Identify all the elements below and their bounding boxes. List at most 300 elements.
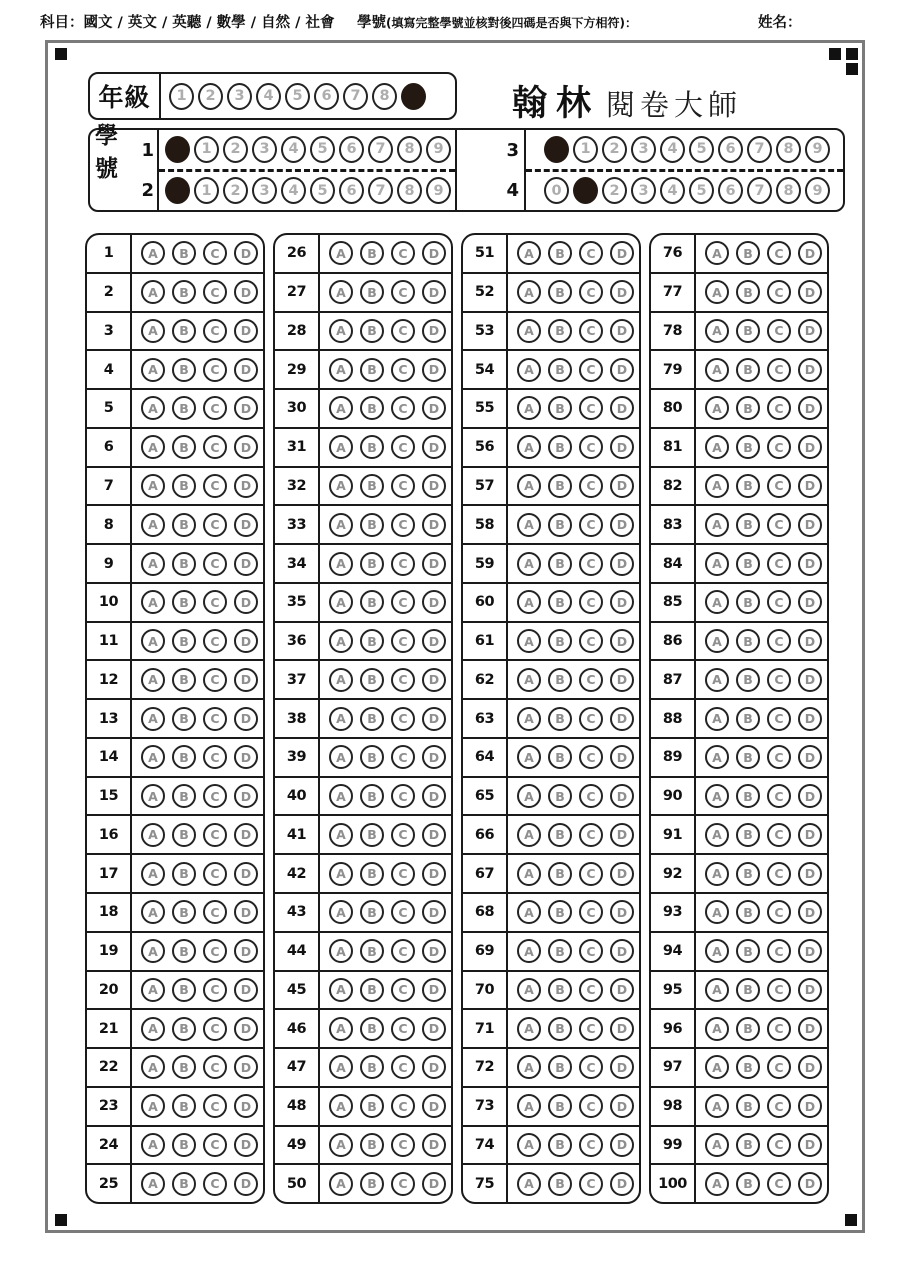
q-25-bubble-B[interactable]: B (172, 1172, 196, 1196)
q-12-bubble-B[interactable]: B (172, 668, 196, 692)
q-43-bubble-A[interactable]: A (329, 900, 353, 924)
q-92-bubble-C[interactable]: C (767, 862, 791, 886)
q-98-bubble-C[interactable]: C (767, 1094, 791, 1118)
q-5-bubble-B[interactable]: B (172, 396, 196, 420)
q-85-bubble-D[interactable]: D (798, 590, 822, 614)
q-51-bubble-A[interactable]: A (517, 241, 541, 265)
q-67-bubble-D[interactable]: D (610, 862, 634, 886)
q-67-bubble-C[interactable]: C (579, 862, 603, 886)
q-1-bubble-B[interactable]: B (172, 241, 196, 265)
q-71-bubble-B[interactable]: B (548, 1017, 572, 1041)
q-79-bubble-D[interactable]: D (798, 358, 822, 382)
q-10-bubble-A[interactable]: A (141, 590, 165, 614)
q-48-bubble-D[interactable]: D (422, 1094, 446, 1118)
sid-bubble-r1-4[interactable]: 4 (281, 136, 306, 163)
q-23-bubble-A[interactable]: A (141, 1094, 165, 1118)
q-97-bubble-C[interactable]: C (767, 1055, 791, 1079)
q-26-bubble-A[interactable]: A (329, 241, 353, 265)
q-29-bubble-C[interactable]: C (391, 358, 415, 382)
q-63-bubble-A[interactable]: A (517, 707, 541, 731)
q-64-bubble-D[interactable]: D (610, 745, 634, 769)
sid-bubble-r4-9[interactable]: 9 (805, 177, 830, 204)
q-58-bubble-A[interactable]: A (517, 513, 541, 537)
q-24-bubble-A[interactable]: A (141, 1133, 165, 1157)
q-80-bubble-C[interactable]: C (767, 396, 791, 420)
q-17-bubble-C[interactable]: C (203, 862, 227, 886)
q-60-bubble-A[interactable]: A (517, 590, 541, 614)
q-43-bubble-B[interactable]: B (360, 900, 384, 924)
q-61-bubble-A[interactable]: A (517, 629, 541, 653)
sid-bubble-r3-1[interactable]: 1 (573, 136, 598, 163)
q-39-bubble-D[interactable]: D (422, 745, 446, 769)
q-65-bubble-B[interactable]: B (548, 784, 572, 808)
q-36-bubble-A[interactable]: A (329, 629, 353, 653)
q-59-bubble-C[interactable]: C (579, 552, 603, 576)
q-97-bubble-A[interactable]: A (705, 1055, 729, 1079)
q-74-bubble-B[interactable]: B (548, 1133, 572, 1157)
q-27-bubble-A[interactable]: A (329, 280, 353, 304)
q-45-bubble-B[interactable]: B (360, 978, 384, 1002)
q-49-bubble-D[interactable]: D (422, 1133, 446, 1157)
q-91-bubble-C[interactable]: C (767, 823, 791, 847)
q-73-bubble-A[interactable]: A (517, 1094, 541, 1118)
q-28-bubble-D[interactable]: D (422, 319, 446, 343)
q-25-bubble-C[interactable]: C (203, 1172, 227, 1196)
q-87-bubble-D[interactable]: D (798, 668, 822, 692)
q-23-bubble-D[interactable]: D (234, 1094, 258, 1118)
q-36-bubble-C[interactable]: C (391, 629, 415, 653)
sid-bubble-r2-4[interactable]: 4 (281, 177, 306, 204)
q-75-bubble-B[interactable]: B (548, 1172, 572, 1196)
sid-bubble-r4-8[interactable]: 8 (776, 177, 801, 204)
q-26-bubble-B[interactable]: B (360, 241, 384, 265)
q-13-bubble-D[interactable]: D (234, 707, 258, 731)
q-100-bubble-A[interactable]: A (705, 1172, 729, 1196)
q-86-bubble-C[interactable]: C (767, 629, 791, 653)
q-41-bubble-C[interactable]: C (391, 823, 415, 847)
q-62-bubble-A[interactable]: A (517, 668, 541, 692)
q-4-bubble-D[interactable]: D (234, 358, 258, 382)
q-51-bubble-B[interactable]: B (548, 241, 572, 265)
q-30-bubble-C[interactable]: C (391, 396, 415, 420)
q-100-bubble-B[interactable]: B (736, 1172, 760, 1196)
q-44-bubble-A[interactable]: A (329, 939, 353, 963)
grade-bubble-7[interactable]: 7 (343, 83, 368, 110)
q-14-bubble-B[interactable]: B (172, 745, 196, 769)
q-57-bubble-C[interactable]: C (579, 474, 603, 498)
q-7-bubble-D[interactable]: D (234, 474, 258, 498)
q-62-bubble-D[interactable]: D (610, 668, 634, 692)
q-48-bubble-C[interactable]: C (391, 1094, 415, 1118)
q-8-bubble-A[interactable]: A (141, 513, 165, 537)
q-78-bubble-B[interactable]: B (736, 319, 760, 343)
q-63-bubble-B[interactable]: B (548, 707, 572, 731)
q-76-bubble-C[interactable]: C (767, 241, 791, 265)
q-14-bubble-D[interactable]: D (234, 745, 258, 769)
q-40-bubble-A[interactable]: A (329, 784, 353, 808)
q-80-bubble-B[interactable]: B (736, 396, 760, 420)
q-11-bubble-C[interactable]: C (203, 629, 227, 653)
q-60-bubble-B[interactable]: B (548, 590, 572, 614)
q-84-bubble-D[interactable]: D (798, 552, 822, 576)
q-94-bubble-D[interactable]: D (798, 939, 822, 963)
q-53-bubble-D[interactable]: D (610, 319, 634, 343)
q-75-bubble-C[interactable]: C (579, 1172, 603, 1196)
q-83-bubble-C[interactable]: C (767, 513, 791, 537)
q-40-bubble-B[interactable]: B (360, 784, 384, 808)
q-70-bubble-A[interactable]: A (517, 978, 541, 1002)
q-18-bubble-A[interactable]: A (141, 900, 165, 924)
q-49-bubble-C[interactable]: C (391, 1133, 415, 1157)
q-30-bubble-D[interactable]: D (422, 396, 446, 420)
q-66-bubble-D[interactable]: D (610, 823, 634, 847)
q-77-bubble-B[interactable]: B (736, 280, 760, 304)
q-48-bubble-A[interactable]: A (329, 1094, 353, 1118)
q-51-bubble-C[interactable]: C (579, 241, 603, 265)
q-46-bubble-D[interactable]: D (422, 1017, 446, 1041)
q-37-bubble-D[interactable]: D (422, 668, 446, 692)
q-27-bubble-D[interactable]: D (422, 280, 446, 304)
q-16-bubble-D[interactable]: D (234, 823, 258, 847)
q-81-bubble-D[interactable]: D (798, 435, 822, 459)
q-15-bubble-D[interactable]: D (234, 784, 258, 808)
q-52-bubble-B[interactable]: B (548, 280, 572, 304)
q-53-bubble-B[interactable]: B (548, 319, 572, 343)
q-70-bubble-C[interactable]: C (579, 978, 603, 1002)
q-83-bubble-B[interactable]: B (736, 513, 760, 537)
q-88-bubble-D[interactable]: D (798, 707, 822, 731)
q-77-bubble-A[interactable]: A (705, 280, 729, 304)
q-70-bubble-B[interactable]: B (548, 978, 572, 1002)
q-100-bubble-C[interactable]: C (767, 1172, 791, 1196)
q-52-bubble-A[interactable]: A (517, 280, 541, 304)
q-85-bubble-B[interactable]: B (736, 590, 760, 614)
q-56-bubble-A[interactable]: A (517, 435, 541, 459)
q-15-bubble-C[interactable]: C (203, 784, 227, 808)
q-16-bubble-C[interactable]: C (203, 823, 227, 847)
q-60-bubble-C[interactable]: C (579, 590, 603, 614)
q-11-bubble-B[interactable]: B (172, 629, 196, 653)
q-62-bubble-B[interactable]: B (548, 668, 572, 692)
q-23-bubble-C[interactable]: C (203, 1094, 227, 1118)
sid-bubble-r1-7[interactable]: 7 (368, 136, 393, 163)
q-96-bubble-B[interactable]: B (736, 1017, 760, 1041)
q-71-bubble-D[interactable]: D (610, 1017, 634, 1041)
q-39-bubble-C[interactable]: C (391, 745, 415, 769)
q-50-bubble-A[interactable]: A (329, 1172, 353, 1196)
q-64-bubble-C[interactable]: C (579, 745, 603, 769)
q-90-bubble-C[interactable]: C (767, 784, 791, 808)
q-19-bubble-A[interactable]: A (141, 939, 165, 963)
q-68-bubble-D[interactable]: D (610, 900, 634, 924)
q-33-bubble-C[interactable]: C (391, 513, 415, 537)
q-69-bubble-B[interactable]: B (548, 939, 572, 963)
q-44-bubble-C[interactable]: C (391, 939, 415, 963)
q-45-bubble-D[interactable]: D (422, 978, 446, 1002)
sid-bubble-r3-0[interactable] (544, 136, 569, 163)
grade-bubble-6[interactable]: 6 (314, 83, 339, 110)
q-95-bubble-C[interactable]: C (767, 978, 791, 1002)
q-76-bubble-B[interactable]: B (736, 241, 760, 265)
q-12-bubble-D[interactable]: D (234, 668, 258, 692)
q-35-bubble-B[interactable]: B (360, 590, 384, 614)
q-21-bubble-D[interactable]: D (234, 1017, 258, 1041)
q-82-bubble-B[interactable]: B (736, 474, 760, 498)
q-98-bubble-B[interactable]: B (736, 1094, 760, 1118)
q-66-bubble-C[interactable]: C (579, 823, 603, 847)
q-90-bubble-D[interactable]: D (798, 784, 822, 808)
q-43-bubble-D[interactable]: D (422, 900, 446, 924)
q-54-bubble-C[interactable]: C (579, 358, 603, 382)
q-6-bubble-A[interactable]: A (141, 435, 165, 459)
q-25-bubble-A[interactable]: A (141, 1172, 165, 1196)
q-74-bubble-A[interactable]: A (517, 1133, 541, 1157)
q-48-bubble-B[interactable]: B (360, 1094, 384, 1118)
q-11-bubble-A[interactable]: A (141, 629, 165, 653)
q-34-bubble-C[interactable]: C (391, 552, 415, 576)
q-99-bubble-A[interactable]: A (705, 1133, 729, 1157)
q-89-bubble-A[interactable]: A (705, 745, 729, 769)
grade-bubble-1[interactable]: 1 (169, 83, 194, 110)
q-83-bubble-D[interactable]: D (798, 513, 822, 537)
q-87-bubble-A[interactable]: A (705, 668, 729, 692)
q-5-bubble-C[interactable]: C (203, 396, 227, 420)
q-24-bubble-B[interactable]: B (172, 1133, 196, 1157)
q-65-bubble-D[interactable]: D (610, 784, 634, 808)
q-67-bubble-B[interactable]: B (548, 862, 572, 886)
q-85-bubble-C[interactable]: C (767, 590, 791, 614)
q-47-bubble-C[interactable]: C (391, 1055, 415, 1079)
sid-bubble-r1-9[interactable]: 9 (426, 136, 451, 163)
sid-bubble-r1-5[interactable]: 5 (310, 136, 335, 163)
q-94-bubble-B[interactable]: B (736, 939, 760, 963)
q-65-bubble-C[interactable]: C (579, 784, 603, 808)
q-80-bubble-A[interactable]: A (705, 396, 729, 420)
q-33-bubble-D[interactable]: D (422, 513, 446, 537)
q-43-bubble-C[interactable]: C (391, 900, 415, 924)
q-91-bubble-D[interactable]: D (798, 823, 822, 847)
q-9-bubble-C[interactable]: C (203, 552, 227, 576)
q-25-bubble-D[interactable]: D (234, 1172, 258, 1196)
q-70-bubble-D[interactable]: D (610, 978, 634, 1002)
grade-bubble-4[interactable]: 4 (256, 83, 281, 110)
q-36-bubble-B[interactable]: B (360, 629, 384, 653)
sid-bubble-r2-3[interactable]: 3 (252, 177, 277, 204)
q-100-bubble-D[interactable]: D (798, 1172, 822, 1196)
q-34-bubble-A[interactable]: A (329, 552, 353, 576)
q-38-bubble-D[interactable]: D (422, 707, 446, 731)
q-5-bubble-D[interactable]: D (234, 396, 258, 420)
q-21-bubble-A[interactable]: A (141, 1017, 165, 1041)
q-45-bubble-A[interactable]: A (329, 978, 353, 1002)
sid-bubble-r1-1[interactable]: 1 (194, 136, 219, 163)
q-81-bubble-B[interactable]: B (736, 435, 760, 459)
q-28-bubble-C[interactable]: C (391, 319, 415, 343)
q-2-bubble-C[interactable]: C (203, 280, 227, 304)
q-91-bubble-B[interactable]: B (736, 823, 760, 847)
grade-bubble-8[interactable]: 8 (372, 83, 397, 110)
q-4-bubble-C[interactable]: C (203, 358, 227, 382)
q-18-bubble-D[interactable]: D (234, 900, 258, 924)
q-19-bubble-D[interactable]: D (234, 939, 258, 963)
q-30-bubble-B[interactable]: B (360, 396, 384, 420)
q-99-bubble-B[interactable]: B (736, 1133, 760, 1157)
q-79-bubble-C[interactable]: C (767, 358, 791, 382)
q-22-bubble-B[interactable]: B (172, 1055, 196, 1079)
sid-bubble-r3-5[interactable]: 5 (689, 136, 714, 163)
q-57-bubble-B[interactable]: B (548, 474, 572, 498)
q-20-bubble-D[interactable]: D (234, 978, 258, 1002)
q-66-bubble-A[interactable]: A (517, 823, 541, 847)
q-40-bubble-C[interactable]: C (391, 784, 415, 808)
q-46-bubble-B[interactable]: B (360, 1017, 384, 1041)
q-97-bubble-B[interactable]: B (736, 1055, 760, 1079)
q-39-bubble-A[interactable]: A (329, 745, 353, 769)
q-33-bubble-A[interactable]: A (329, 513, 353, 537)
q-69-bubble-C[interactable]: C (579, 939, 603, 963)
q-22-bubble-C[interactable]: C (203, 1055, 227, 1079)
q-46-bubble-A[interactable]: A (329, 1017, 353, 1041)
q-35-bubble-A[interactable]: A (329, 590, 353, 614)
q-69-bubble-D[interactable]: D (610, 939, 634, 963)
q-20-bubble-A[interactable]: A (141, 978, 165, 1002)
grade-bubble-2[interactable]: 2 (198, 83, 223, 110)
q-92-bubble-B[interactable]: B (736, 862, 760, 886)
sid-bubble-r3-9[interactable]: 9 (805, 136, 830, 163)
q-84-bubble-A[interactable]: A (705, 552, 729, 576)
q-44-bubble-B[interactable]: B (360, 939, 384, 963)
q-35-bubble-D[interactable]: D (422, 590, 446, 614)
q-32-bubble-B[interactable]: B (360, 474, 384, 498)
q-27-bubble-C[interactable]: C (391, 280, 415, 304)
q-2-bubble-D[interactable]: D (234, 280, 258, 304)
q-57-bubble-A[interactable]: A (517, 474, 541, 498)
sid-bubble-r3-7[interactable]: 7 (747, 136, 772, 163)
q-89-bubble-B[interactable]: B (736, 745, 760, 769)
q-68-bubble-B[interactable]: B (548, 900, 572, 924)
q-52-bubble-D[interactable]: D (610, 280, 634, 304)
q-28-bubble-A[interactable]: A (329, 319, 353, 343)
q-66-bubble-B[interactable]: B (548, 823, 572, 847)
q-34-bubble-B[interactable]: B (360, 552, 384, 576)
q-89-bubble-C[interactable]: C (767, 745, 791, 769)
q-14-bubble-C[interactable]: C (203, 745, 227, 769)
q-74-bubble-D[interactable]: D (610, 1133, 634, 1157)
q-88-bubble-C[interactable]: C (767, 707, 791, 731)
q-24-bubble-D[interactable]: D (234, 1133, 258, 1157)
q-63-bubble-D[interactable]: D (610, 707, 634, 731)
q-86-bubble-A[interactable]: A (705, 629, 729, 653)
q-98-bubble-D[interactable]: D (798, 1094, 822, 1118)
grade-bubble-3[interactable]: 3 (227, 83, 252, 110)
q-37-bubble-A[interactable]: A (329, 668, 353, 692)
q-40-bubble-D[interactable]: D (422, 784, 446, 808)
q-29-bubble-D[interactable]: D (422, 358, 446, 382)
q-24-bubble-C[interactable]: C (203, 1133, 227, 1157)
q-31-bubble-B[interactable]: B (360, 435, 384, 459)
q-50-bubble-B[interactable]: B (360, 1172, 384, 1196)
q-35-bubble-C[interactable]: C (391, 590, 415, 614)
q-8-bubble-D[interactable]: D (234, 513, 258, 537)
sid-bubble-r4-5[interactable]: 5 (689, 177, 714, 204)
q-10-bubble-C[interactable]: C (203, 590, 227, 614)
q-3-bubble-A[interactable]: A (141, 319, 165, 343)
q-17-bubble-D[interactable]: D (234, 862, 258, 886)
sid-bubble-r2-1[interactable]: 1 (194, 177, 219, 204)
q-81-bubble-C[interactable]: C (767, 435, 791, 459)
sid-bubble-r2-9[interactable]: 9 (426, 177, 451, 204)
q-94-bubble-A[interactable]: A (705, 939, 729, 963)
q-86-bubble-D[interactable]: D (798, 629, 822, 653)
q-63-bubble-C[interactable]: C (579, 707, 603, 731)
q-97-bubble-D[interactable]: D (798, 1055, 822, 1079)
q-19-bubble-C[interactable]: C (203, 939, 227, 963)
q-90-bubble-B[interactable]: B (736, 784, 760, 808)
q-42-bubble-C[interactable]: C (391, 862, 415, 886)
sid-bubble-r3-8[interactable]: 8 (776, 136, 801, 163)
q-15-bubble-A[interactable]: A (141, 784, 165, 808)
q-17-bubble-A[interactable]: A (141, 862, 165, 886)
q-88-bubble-B[interactable]: B (736, 707, 760, 731)
q-9-bubble-D[interactable]: D (234, 552, 258, 576)
q-28-bubble-B[interactable]: B (360, 319, 384, 343)
q-72-bubble-A[interactable]: A (517, 1055, 541, 1079)
q-90-bubble-A[interactable]: A (705, 784, 729, 808)
sid-bubble-r2-5[interactable]: 5 (310, 177, 335, 204)
q-1-bubble-C[interactable]: C (203, 241, 227, 265)
q-32-bubble-D[interactable]: D (422, 474, 446, 498)
q-88-bubble-A[interactable]: A (705, 707, 729, 731)
q-34-bubble-D[interactable]: D (422, 552, 446, 576)
q-84-bubble-B[interactable]: B (736, 552, 760, 576)
q-64-bubble-A[interactable]: A (517, 745, 541, 769)
q-10-bubble-B[interactable]: B (172, 590, 196, 614)
q-82-bubble-D[interactable]: D (798, 474, 822, 498)
sid-bubble-r2-6[interactable]: 6 (339, 177, 364, 204)
q-58-bubble-B[interactable]: B (548, 513, 572, 537)
q-50-bubble-D[interactable]: D (422, 1172, 446, 1196)
q-98-bubble-A[interactable]: A (705, 1094, 729, 1118)
q-91-bubble-A[interactable]: A (705, 823, 729, 847)
q-58-bubble-D[interactable]: D (610, 513, 634, 537)
q-59-bubble-D[interactable]: D (610, 552, 634, 576)
sid-bubble-r3-3[interactable]: 3 (631, 136, 656, 163)
sid-bubble-r4-3[interactable]: 3 (631, 177, 656, 204)
q-51-bubble-D[interactable]: D (610, 241, 634, 265)
q-81-bubble-A[interactable]: A (705, 435, 729, 459)
q-42-bubble-A[interactable]: A (329, 862, 353, 886)
q-16-bubble-A[interactable]: A (141, 823, 165, 847)
q-94-bubble-C[interactable]: C (767, 939, 791, 963)
q-47-bubble-B[interactable]: B (360, 1055, 384, 1079)
q-61-bubble-D[interactable]: D (610, 629, 634, 653)
q-77-bubble-D[interactable]: D (798, 280, 822, 304)
sid-bubble-r4-7[interactable]: 7 (747, 177, 772, 204)
q-41-bubble-A[interactable]: A (329, 823, 353, 847)
q-37-bubble-B[interactable]: B (360, 668, 384, 692)
q-68-bubble-C[interactable]: C (579, 900, 603, 924)
sid-bubble-r3-2[interactable]: 2 (602, 136, 627, 163)
q-72-bubble-C[interactable]: C (579, 1055, 603, 1079)
q-96-bubble-A[interactable]: A (705, 1017, 729, 1041)
q-27-bubble-B[interactable]: B (360, 280, 384, 304)
q-96-bubble-D[interactable]: D (798, 1017, 822, 1041)
q-72-bubble-D[interactable]: D (610, 1055, 634, 1079)
q-95-bubble-A[interactable]: A (705, 978, 729, 1002)
q-12-bubble-C[interactable]: C (203, 668, 227, 692)
sid-bubble-r2-8[interactable]: 8 (397, 177, 422, 204)
q-55-bubble-B[interactable]: B (548, 396, 572, 420)
